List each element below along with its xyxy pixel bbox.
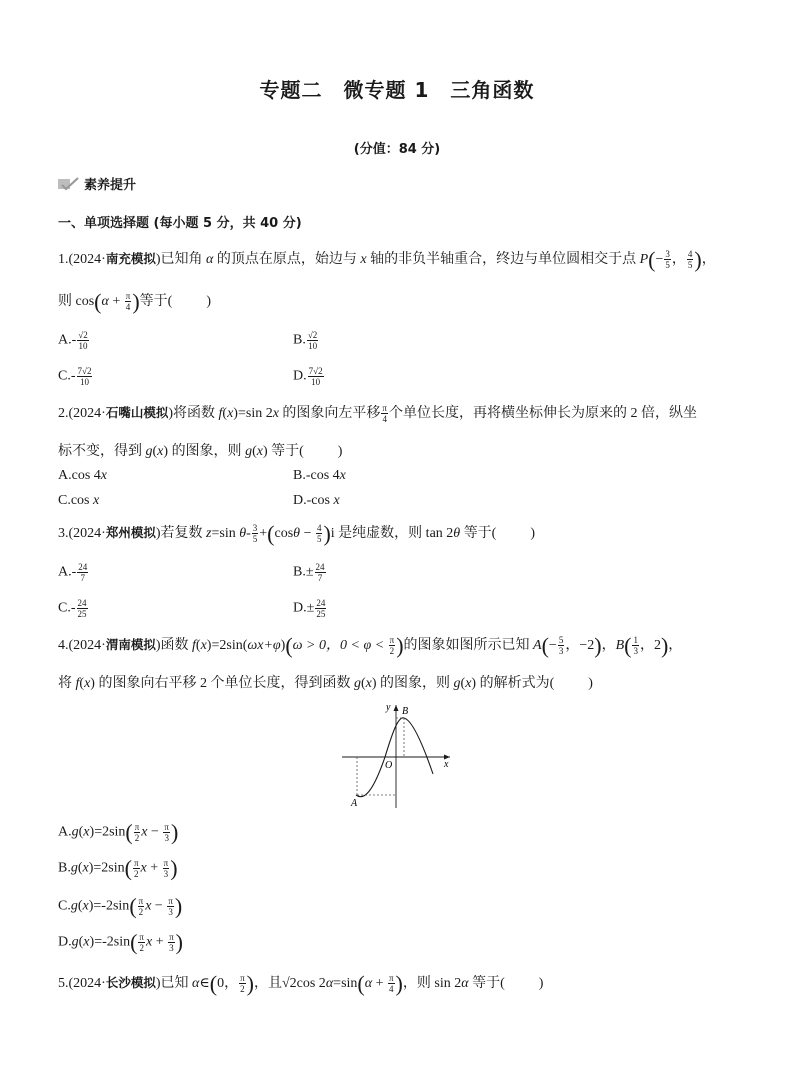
fraction: $\frac{3}{5}$ <box>665 249 670 271</box>
q1-text: 则 cos <box>58 294 95 309</box>
q3-option-a[interactable]: A.- $\frac{24}{7}$ <box>58 562 88 583</box>
q2-option-a[interactable]: A.cos 4x <box>58 468 108 483</box>
q1-prefix: 1.(2024· <box>58 252 106 267</box>
q4-option-c[interactable]: C.g(x)=-2sin( $\frac{\pi}{2}$ x − $\frac{\pi}{3}$ ) <box>58 893 183 919</box>
q1-text: )已知角 <box>155 252 207 267</box>
q1-alpha: α <box>206 252 214 267</box>
q4-source: 渭南模拟 <box>105 637 156 652</box>
q4-option-a[interactable]: A.g(x)=2sin( $\frac{\pi}{2}$ x − $\frac{\pi}{3}$ ) <box>58 819 179 845</box>
question-4-line-1: 4.(2024·渭南模拟)函数 f(x)=2sin(ωx+φ)(ω > 0，0 < φ < $\frac{\pi}{2}$ )的图象如图所示已知 A(− $\frac{5}{3}$ ，−2)，B( $\frac{1}{3}$ ，2)， <box>58 632 683 658</box>
q3-option-b[interactable]: B.± $\frac{24}{7}$ <box>293 562 325 583</box>
function-graph <box>340 702 455 810</box>
q1-option-b[interactable]: B. $\frac{√2}{10}$ <box>293 330 318 351</box>
q1-option-d[interactable]: D. $\frac{7√2}{10}$ <box>293 366 323 387</box>
q5-source: 长沙模拟 <box>105 975 156 990</box>
section-heading <box>58 174 136 193</box>
question-1-line-2: 则 cos(α + $\frac{\pi}{4}$ )等于( ) <box>58 288 211 314</box>
fraction: $\frac{4}{5}$ <box>687 249 693 271</box>
q4-option-d[interactable]: D.g(x)=-2sin( $\frac{\pi}{2}$ x + $\frac{\pi}{3}$ ) <box>58 929 183 955</box>
q2-option-b[interactable]: B.-cos 4x <box>293 468 346 483</box>
x-label: x <box>444 759 449 770</box>
q1-option-c[interactable]: C.- $\frac{7√2}{10}$ <box>58 366 92 387</box>
q3-option-d[interactable]: D.± $\frac{24}{25}$ <box>293 598 326 619</box>
section-label: 素养提升 <box>84 178 137 193</box>
q1-text: 等于( <box>139 294 173 309</box>
subsection-heading: 一、单项选择题 (每小题 5 分，共 40 分) <box>58 216 302 231</box>
q1-text: ) <box>206 294 211 309</box>
checkmark-icon <box>58 177 80 191</box>
origin-label: O <box>385 760 393 771</box>
q1-source: 南充模拟 <box>105 251 156 266</box>
q3-option-c[interactable]: C.- $\frac{24}{25}$ <box>58 598 87 619</box>
y-label: y <box>386 702 391 713</box>
question-5: 5.(2024·长沙模拟)已知 α∈(0， $\frac{\pi}{2}$ )，且√2cos 2α=sin(α + $\frac{\pi}{4}$ )，则 sin 2α 等于( ) <box>58 970 544 996</box>
q4-option-b[interactable]: B.g(x)=2sin( $\frac{\pi}{2}$ x + $\frac{\pi}{3}$ ) <box>58 855 178 881</box>
q1-x: x <box>360 252 367 267</box>
q2-option-d[interactable]: D.-cos x <box>293 493 340 508</box>
point-b-label: B <box>402 706 409 717</box>
question-2-line-1: 2.(2024·石嘴山模拟)将函数 f(x)=sin 2x 的图象向左平移 $\frac{\pi}{4}$ 个单位长度，再将横坐标伸长为原来的 2 倍，纵坐 <box>58 403 697 425</box>
question-1-line-1: 1.(2024·南充模拟)已知角 α 的顶点在原点，始边与 x 轴的非负半轴重合，终边与单位圆相交于点 P(− $\frac{3}{5}$ ， $\frac{4}{5}$ )， <box>58 246 716 272</box>
point-a-label: A <box>351 798 358 809</box>
question-3: 3.(2024·郑州模拟)若复数 z=sin θ- $\frac{3}{5}$ +(cosθ − $\frac{4}{5}$ )i 是纯虚数，则 tan 2θ 等于( ) <box>58 520 536 546</box>
score-info: (分值：84 分) <box>353 142 441 157</box>
page-title: 专题二 微专题 1 三角函数 <box>259 78 535 102</box>
question-2-line-2: 标不变，得到 g(x) 的图象，则 g(x) 等于( ) <box>58 444 343 459</box>
fraction: $\frac{\pi}{4}$ <box>125 291 131 313</box>
q1-point: P <box>639 252 649 267</box>
y-axis-arrow <box>394 705 399 711</box>
fraction: $\frac{\pi}{4}$ <box>382 403 387 425</box>
q1-option-a[interactable]: A.- $\frac{√2}{10}$ <box>58 330 88 351</box>
q1-text: 轴的非负半轴重合，终边与单位圆相交于点 <box>366 252 640 267</box>
q1-text: 的顶点在原点，始边与 <box>213 252 361 267</box>
q2-source: 石嘴山模拟 <box>105 405 169 420</box>
q3-source: 郑州模拟 <box>105 525 156 540</box>
question-4-line-2: 将 f(x) 的图象向右平移 2 个单位长度，得到函数 g(x) 的图象，则 g(x) 的解析式为( ) <box>58 676 593 691</box>
q2-option-c[interactable]: C.cos x <box>58 493 100 508</box>
